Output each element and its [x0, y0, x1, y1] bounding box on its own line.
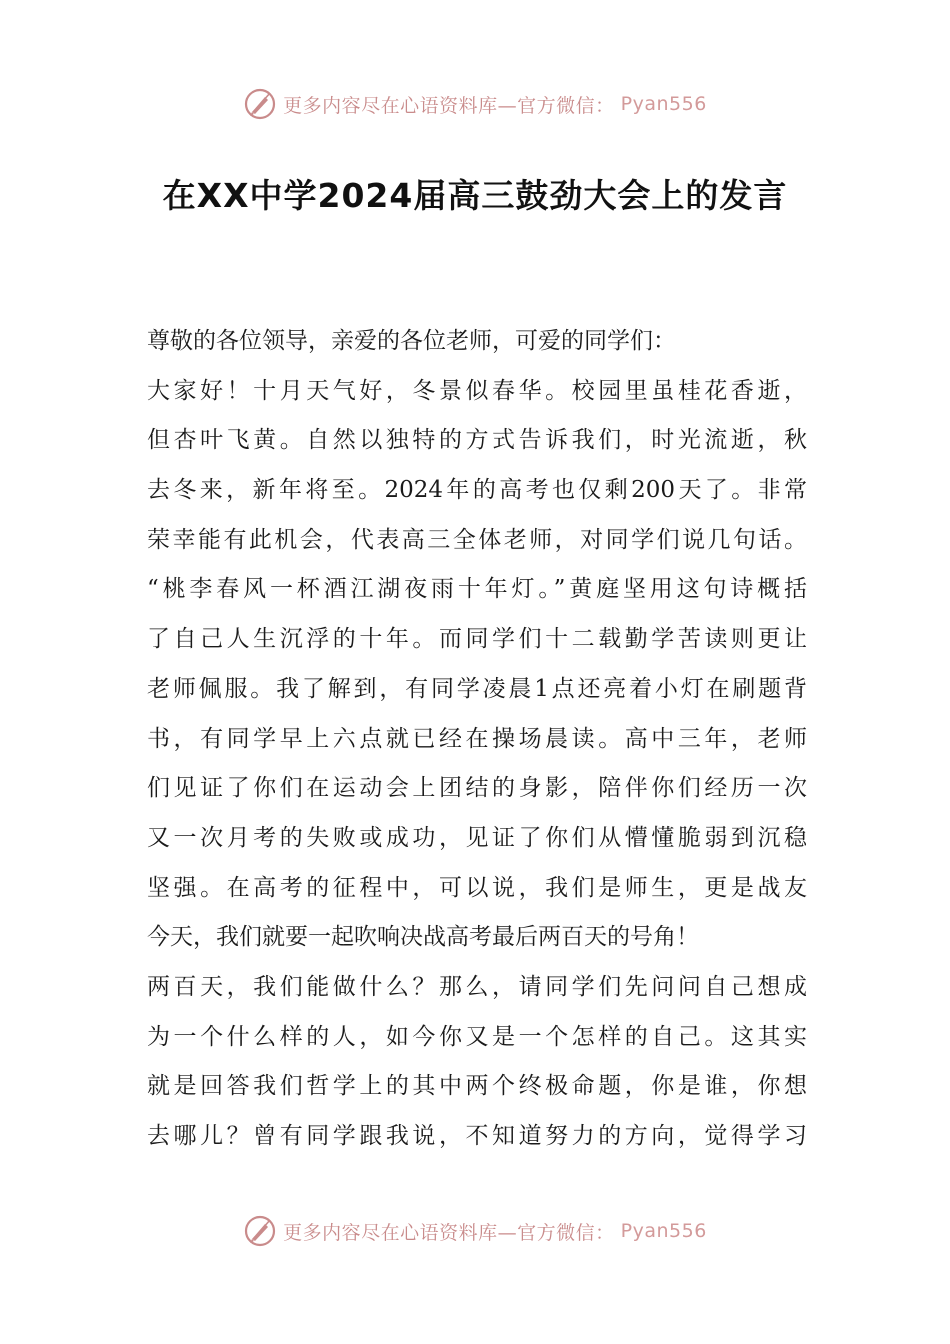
document-body: [147, 317, 807, 1162]
body-line: 今天，我们就要一起吹响决战高考最后两百天的号角！: [147, 924, 699, 951]
body-line: 坚强。在高考的征程中，可以说，我们是师生，更是战友: [147, 874, 807, 901]
watermark-wechat-id: Pyan556: [620, 1220, 707, 1242]
document-title: 在XX中学2024届高三鼓劲大会上的发言: [162, 176, 788, 215]
body-line: 为一个什么样的人，如今你又是一个怎样的自己。这其实: [147, 1023, 807, 1050]
body-line: 荣幸能有此机会，代表高三全体老师，对同学们说几句话。: [147, 526, 807, 553]
watermark-header: [0, 84, 950, 124]
body-line: 就是回答我们哲学上的其中两个终极命题，你是谁，你想: [147, 1073, 807, 1100]
pen-logo-icon: [243, 1214, 277, 1248]
watermark-wechat-id: Pyan556: [620, 93, 707, 115]
body-line: 书，有同学早上六点就已经在操场晨读。高中三年，老师: [147, 725, 807, 752]
body-line: 们见证了你们在运动会上团结的身影，陪伴你们经历一次: [147, 775, 807, 802]
body-line: 尊敬的各位领导，亲爱的各位老师，可爱的同学们：: [147, 328, 676, 354]
body-line: 了自己人生沉浮的十年。而同学们十二载勤学苦读则更让: [147, 626, 807, 653]
body-line: 两百天，我们能做什么？那么，请同学们先问问自己想成: [147, 973, 807, 1000]
body-line: “桃李春风一杯酒江湖夜雨十年灯。”黄庭坚用这句诗概括: [147, 576, 807, 603]
body-line: 又一次月考的失败或成功，见证了你们从懵懂脆弱到沉稳: [147, 824, 807, 851]
body-line: 去冬来，新年将至。2024年的高考也仅剩200天了。非常: [147, 477, 807, 504]
pen-logo-icon: [243, 87, 277, 121]
body-line: 老师佩服。我了解到，有同学凌晨1点还亮着小灯在刷题背: [147, 675, 807, 702]
watermark-text: 更多内容尽在心语资料库—官方微信：: [283, 94, 615, 117]
watermark-footer: [0, 1211, 950, 1251]
body-line: 但杏叶飞黄。自然以独特的方式告诉我们，时光流逝，秋: [147, 427, 807, 454]
body-line: 去哪儿？曾有同学跟我说，不知道努力的方向，觉得学习: [147, 1123, 807, 1149]
watermark-text: 更多内容尽在心语资料库—官方微信：: [283, 1221, 615, 1244]
body-line: 大家好！十月天气好，冬景似春华。校园里虽桂花香逝，: [147, 377, 807, 404]
